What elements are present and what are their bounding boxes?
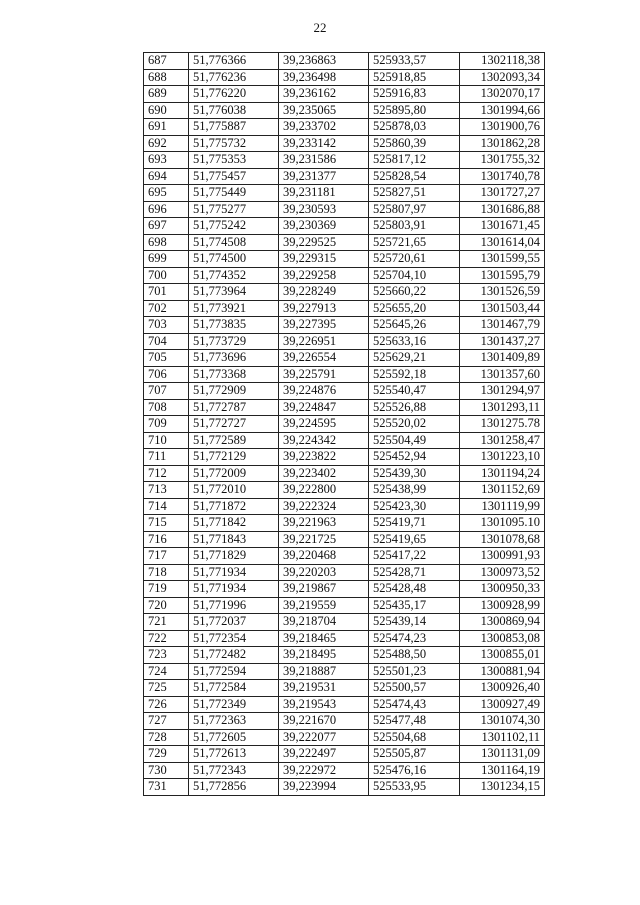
longitude-cell: 39,219867 bbox=[279, 581, 369, 598]
table-row bbox=[144, 432, 545, 449]
x-coordinate-cell: 525592,18 bbox=[369, 366, 460, 383]
y-coordinate-cell: 1301131,09 bbox=[460, 746, 545, 763]
latitude-cell: 51,772589 bbox=[189, 432, 279, 449]
longitude-cell: 39,235065 bbox=[279, 102, 369, 119]
y-coordinate-cell: 1301900,76 bbox=[460, 119, 545, 136]
y-coordinate-cell: 1300991,93 bbox=[460, 548, 545, 565]
point-number-cell: 725 bbox=[144, 680, 189, 697]
table-row bbox=[144, 647, 545, 664]
table-row bbox=[144, 102, 545, 119]
x-coordinate-cell: 525438,99 bbox=[369, 482, 460, 499]
latitude-cell: 51,772482 bbox=[189, 647, 279, 664]
x-coordinate-cell: 525419,65 bbox=[369, 531, 460, 548]
latitude-cell: 51,772037 bbox=[189, 614, 279, 631]
y-coordinate-cell: 1301119,99 bbox=[460, 498, 545, 515]
table-row bbox=[144, 69, 545, 86]
longitude-cell: 39,222077 bbox=[279, 729, 369, 746]
y-coordinate-cell: 1300927,49 bbox=[460, 696, 545, 713]
point-number-cell: 704 bbox=[144, 333, 189, 350]
latitude-cell: 51,772129 bbox=[189, 449, 279, 466]
point-number-cell: 722 bbox=[144, 630, 189, 647]
point-number-cell: 723 bbox=[144, 647, 189, 664]
longitude-cell: 39,224595 bbox=[279, 416, 369, 433]
table-row bbox=[144, 350, 545, 367]
x-coordinate-cell: 525655,20 bbox=[369, 300, 460, 317]
x-coordinate-cell: 525428,71 bbox=[369, 564, 460, 581]
table-row bbox=[144, 317, 545, 334]
point-number-cell: 692 bbox=[144, 135, 189, 152]
longitude-cell: 39,222497 bbox=[279, 746, 369, 763]
table-row bbox=[144, 581, 545, 598]
longitude-cell: 39,233142 bbox=[279, 135, 369, 152]
y-coordinate-cell: 1301258,47 bbox=[460, 432, 545, 449]
point-number-cell: 717 bbox=[144, 548, 189, 565]
x-coordinate-cell: 525520,02 bbox=[369, 416, 460, 433]
point-number-cell: 701 bbox=[144, 284, 189, 301]
table-row bbox=[144, 267, 545, 284]
point-number-cell: 720 bbox=[144, 597, 189, 614]
table-row bbox=[144, 465, 545, 482]
latitude-cell: 51,771934 bbox=[189, 581, 279, 598]
table-row bbox=[144, 779, 545, 796]
table-row bbox=[144, 284, 545, 301]
table-row bbox=[144, 218, 545, 235]
x-coordinate-cell: 525428,48 bbox=[369, 581, 460, 598]
point-number-cell: 716 bbox=[144, 531, 189, 548]
table-row bbox=[144, 185, 545, 202]
longitude-cell: 39,226951 bbox=[279, 333, 369, 350]
latitude-cell: 51,771829 bbox=[189, 548, 279, 565]
latitude-cell: 51,773835 bbox=[189, 317, 279, 334]
longitude-cell: 39,230369 bbox=[279, 218, 369, 235]
table-row bbox=[144, 383, 545, 400]
x-coordinate-cell: 525721,65 bbox=[369, 234, 460, 251]
longitude-cell: 39,223994 bbox=[279, 779, 369, 796]
longitude-cell: 39,227913 bbox=[279, 300, 369, 317]
point-number-cell: 689 bbox=[144, 86, 189, 103]
point-number-cell: 718 bbox=[144, 564, 189, 581]
longitude-cell: 39,227395 bbox=[279, 317, 369, 334]
latitude-cell: 51,776220 bbox=[189, 86, 279, 103]
y-coordinate-cell: 1300926,40 bbox=[460, 680, 545, 697]
x-coordinate-cell: 525477,48 bbox=[369, 713, 460, 730]
x-coordinate-cell: 525540,47 bbox=[369, 383, 460, 400]
latitude-cell: 51,772584 bbox=[189, 680, 279, 697]
table-row bbox=[144, 251, 545, 268]
point-number-cell: 708 bbox=[144, 399, 189, 416]
y-coordinate-cell: 1300973,52 bbox=[460, 564, 545, 581]
table-row bbox=[144, 729, 545, 746]
y-coordinate-cell: 1301095.10 bbox=[460, 515, 545, 532]
x-coordinate-cell: 525423,30 bbox=[369, 498, 460, 515]
latitude-cell: 51,771843 bbox=[189, 531, 279, 548]
latitude-cell: 51,772354 bbox=[189, 630, 279, 647]
point-number-cell: 699 bbox=[144, 251, 189, 268]
x-coordinate-cell: 525645,26 bbox=[369, 317, 460, 334]
y-coordinate-cell: 1301275.78 bbox=[460, 416, 545, 433]
point-number-cell: 695 bbox=[144, 185, 189, 202]
latitude-cell: 51,773921 bbox=[189, 300, 279, 317]
x-coordinate-cell: 525417,22 bbox=[369, 548, 460, 565]
table-row bbox=[144, 416, 545, 433]
point-number-cell: 724 bbox=[144, 663, 189, 680]
table-row bbox=[144, 713, 545, 730]
longitude-cell: 39,228249 bbox=[279, 284, 369, 301]
point-number-cell: 707 bbox=[144, 383, 189, 400]
latitude-cell: 51,775449 bbox=[189, 185, 279, 202]
table-row bbox=[144, 531, 545, 548]
y-coordinate-cell: 1301164,19 bbox=[460, 762, 545, 779]
y-coordinate-cell: 1300869,94 bbox=[460, 614, 545, 631]
x-coordinate-cell: 525933,57 bbox=[369, 53, 460, 70]
table-row bbox=[144, 564, 545, 581]
x-coordinate-cell: 525533,95 bbox=[369, 779, 460, 796]
point-number-cell: 709 bbox=[144, 416, 189, 433]
y-coordinate-cell: 1301503,44 bbox=[460, 300, 545, 317]
table-row bbox=[144, 696, 545, 713]
y-coordinate-cell: 1302070,17 bbox=[460, 86, 545, 103]
point-number-cell: 710 bbox=[144, 432, 189, 449]
y-coordinate-cell: 1301755,32 bbox=[460, 152, 545, 169]
table-row bbox=[144, 548, 545, 565]
latitude-cell: 51,772010 bbox=[189, 482, 279, 499]
y-coordinate-cell: 1300855,01 bbox=[460, 647, 545, 664]
longitude-cell: 39,226554 bbox=[279, 350, 369, 367]
point-number-cell: 728 bbox=[144, 729, 189, 746]
point-number-cell: 693 bbox=[144, 152, 189, 169]
table-row bbox=[144, 168, 545, 185]
x-coordinate-cell: 525817,12 bbox=[369, 152, 460, 169]
y-coordinate-cell: 1301614,04 bbox=[460, 234, 545, 251]
y-coordinate-cell: 1301595,79 bbox=[460, 267, 545, 284]
table-row bbox=[144, 86, 545, 103]
latitude-cell: 51,774352 bbox=[189, 267, 279, 284]
latitude-cell: 51,775242 bbox=[189, 218, 279, 235]
latitude-cell: 51,772343 bbox=[189, 762, 279, 779]
y-coordinate-cell: 1301293,11 bbox=[460, 399, 545, 416]
y-coordinate-cell: 1302093,34 bbox=[460, 69, 545, 86]
longitude-cell: 39,230593 bbox=[279, 201, 369, 218]
point-number-cell: 698 bbox=[144, 234, 189, 251]
longitude-cell: 39,222800 bbox=[279, 482, 369, 499]
y-coordinate-cell: 1300881,94 bbox=[460, 663, 545, 680]
latitude-cell: 51,772605 bbox=[189, 729, 279, 746]
table-row bbox=[144, 366, 545, 383]
longitude-cell: 39,223822 bbox=[279, 449, 369, 466]
longitude-cell: 39,231377 bbox=[279, 168, 369, 185]
x-coordinate-cell: 525660,22 bbox=[369, 284, 460, 301]
y-coordinate-cell: 1301234,15 bbox=[460, 779, 545, 796]
latitude-cell: 51,771934 bbox=[189, 564, 279, 581]
table-row bbox=[144, 663, 545, 680]
y-coordinate-cell: 1301599,55 bbox=[460, 251, 545, 268]
y-coordinate-cell: 1300928,99 bbox=[460, 597, 545, 614]
coordinates-table bbox=[143, 52, 545, 796]
table-row bbox=[144, 119, 545, 136]
x-coordinate-cell: 525476,16 bbox=[369, 762, 460, 779]
y-coordinate-cell: 1301102,11 bbox=[460, 729, 545, 746]
x-coordinate-cell: 525501,23 bbox=[369, 663, 460, 680]
longitude-cell: 39,220468 bbox=[279, 548, 369, 565]
y-coordinate-cell: 1301294,97 bbox=[460, 383, 545, 400]
x-coordinate-cell: 525720,61 bbox=[369, 251, 460, 268]
x-coordinate-cell: 525828,54 bbox=[369, 168, 460, 185]
latitude-cell: 51,771996 bbox=[189, 597, 279, 614]
latitude-cell: 51,775353 bbox=[189, 152, 279, 169]
longitude-cell: 39,229258 bbox=[279, 267, 369, 284]
latitude-cell: 51,772349 bbox=[189, 696, 279, 713]
point-number-cell: 719 bbox=[144, 581, 189, 598]
latitude-cell: 51,772594 bbox=[189, 663, 279, 680]
point-number-cell: 697 bbox=[144, 218, 189, 235]
latitude-cell: 51,771872 bbox=[189, 498, 279, 515]
longitude-cell: 39,229315 bbox=[279, 251, 369, 268]
latitude-cell: 51,773729 bbox=[189, 333, 279, 350]
x-coordinate-cell: 525504,49 bbox=[369, 432, 460, 449]
y-coordinate-cell: 1301152,69 bbox=[460, 482, 545, 499]
point-number-cell: 691 bbox=[144, 119, 189, 136]
latitude-cell: 51,776038 bbox=[189, 102, 279, 119]
y-coordinate-cell: 1301357,60 bbox=[460, 366, 545, 383]
table-row bbox=[144, 201, 545, 218]
longitude-cell: 39,225791 bbox=[279, 366, 369, 383]
latitude-cell: 51,774508 bbox=[189, 234, 279, 251]
x-coordinate-cell: 525916,83 bbox=[369, 86, 460, 103]
x-coordinate-cell: 525895,80 bbox=[369, 102, 460, 119]
table-row bbox=[144, 762, 545, 779]
x-coordinate-cell: 525488,50 bbox=[369, 647, 460, 664]
point-number-cell: 694 bbox=[144, 168, 189, 185]
x-coordinate-cell: 525452,94 bbox=[369, 449, 460, 466]
latitude-cell: 51,772613 bbox=[189, 746, 279, 763]
latitude-cell: 51,776236 bbox=[189, 69, 279, 86]
y-coordinate-cell: 1301671,45 bbox=[460, 218, 545, 235]
point-number-cell: 703 bbox=[144, 317, 189, 334]
point-number-cell: 714 bbox=[144, 498, 189, 515]
x-coordinate-cell: 525439,14 bbox=[369, 614, 460, 631]
table-row bbox=[144, 597, 545, 614]
longitude-cell: 39,220203 bbox=[279, 564, 369, 581]
latitude-cell: 51,773696 bbox=[189, 350, 279, 367]
table-row bbox=[144, 482, 545, 499]
y-coordinate-cell: 1301074,30 bbox=[460, 713, 545, 730]
latitude-cell: 51,772856 bbox=[189, 779, 279, 796]
point-number-cell: 715 bbox=[144, 515, 189, 532]
page-number: 22 bbox=[313, 20, 327, 35]
longitude-cell: 39,218704 bbox=[279, 614, 369, 631]
longitude-cell: 39,224876 bbox=[279, 383, 369, 400]
latitude-cell: 51,776366 bbox=[189, 53, 279, 70]
x-coordinate-cell: 525633,16 bbox=[369, 333, 460, 350]
latitude-cell: 51,772909 bbox=[189, 383, 279, 400]
y-coordinate-cell: 1301994,66 bbox=[460, 102, 545, 119]
y-coordinate-cell: 1301194,24 bbox=[460, 465, 545, 482]
latitude-cell: 51,775887 bbox=[189, 119, 279, 136]
x-coordinate-cell: 525419,71 bbox=[369, 515, 460, 532]
table-row bbox=[144, 680, 545, 697]
y-coordinate-cell: 1300853,08 bbox=[460, 630, 545, 647]
y-coordinate-cell: 1301409,89 bbox=[460, 350, 545, 367]
y-coordinate-cell: 1301223,10 bbox=[460, 449, 545, 466]
longitude-cell: 39,221725 bbox=[279, 531, 369, 548]
y-coordinate-cell: 1301437,27 bbox=[460, 333, 545, 350]
x-coordinate-cell: 525435,17 bbox=[369, 597, 460, 614]
x-coordinate-cell: 525504,68 bbox=[369, 729, 460, 746]
x-coordinate-cell: 525505,87 bbox=[369, 746, 460, 763]
latitude-cell: 51,773964 bbox=[189, 284, 279, 301]
y-coordinate-cell: 1301526,59 bbox=[460, 284, 545, 301]
longitude-cell: 39,221670 bbox=[279, 713, 369, 730]
longitude-cell: 39,231181 bbox=[279, 185, 369, 202]
latitude-cell: 51,774500 bbox=[189, 251, 279, 268]
latitude-cell: 51,775457 bbox=[189, 168, 279, 185]
x-coordinate-cell: 525803,91 bbox=[369, 218, 460, 235]
point-number-cell: 705 bbox=[144, 350, 189, 367]
x-coordinate-cell: 525807,97 bbox=[369, 201, 460, 218]
point-number-cell: 721 bbox=[144, 614, 189, 631]
y-coordinate-cell: 1301862,28 bbox=[460, 135, 545, 152]
table-row bbox=[144, 746, 545, 763]
x-coordinate-cell: 525704,10 bbox=[369, 267, 460, 284]
y-coordinate-cell: 1300950,33 bbox=[460, 581, 545, 598]
latitude-cell: 51,772727 bbox=[189, 416, 279, 433]
table-row bbox=[144, 449, 545, 466]
longitude-cell: 39,229525 bbox=[279, 234, 369, 251]
x-coordinate-cell: 525918,85 bbox=[369, 69, 460, 86]
table-row bbox=[144, 498, 545, 515]
coordinates-table-body bbox=[144, 53, 545, 796]
point-number-cell: 711 bbox=[144, 449, 189, 466]
y-coordinate-cell: 1302118,38 bbox=[460, 53, 545, 70]
y-coordinate-cell: 1301467,79 bbox=[460, 317, 545, 334]
point-number-cell: 712 bbox=[144, 465, 189, 482]
point-number-cell: 706 bbox=[144, 366, 189, 383]
longitude-cell: 39,218465 bbox=[279, 630, 369, 647]
point-number-cell: 730 bbox=[144, 762, 189, 779]
longitude-cell: 39,236162 bbox=[279, 86, 369, 103]
longitude-cell: 39,222972 bbox=[279, 762, 369, 779]
longitude-cell: 39,219559 bbox=[279, 597, 369, 614]
longitude-cell: 39,236498 bbox=[279, 69, 369, 86]
longitude-cell: 39,219531 bbox=[279, 680, 369, 697]
x-coordinate-cell: 525526,88 bbox=[369, 399, 460, 416]
point-number-cell: 726 bbox=[144, 696, 189, 713]
table-row bbox=[144, 152, 545, 169]
longitude-cell: 39,218495 bbox=[279, 647, 369, 664]
point-number-cell: 700 bbox=[144, 267, 189, 284]
table-row bbox=[144, 333, 545, 350]
point-number-cell: 690 bbox=[144, 102, 189, 119]
longitude-cell: 39,231586 bbox=[279, 152, 369, 169]
x-coordinate-cell: 525860,39 bbox=[369, 135, 460, 152]
longitude-cell: 39,222324 bbox=[279, 498, 369, 515]
point-number-cell: 688 bbox=[144, 69, 189, 86]
longitude-cell: 39,236863 bbox=[279, 53, 369, 70]
x-coordinate-cell: 525439,30 bbox=[369, 465, 460, 482]
longitude-cell: 39,221963 bbox=[279, 515, 369, 532]
longitude-cell: 39,219543 bbox=[279, 696, 369, 713]
y-coordinate-cell: 1301740,78 bbox=[460, 168, 545, 185]
latitude-cell: 51,771842 bbox=[189, 515, 279, 532]
latitude-cell: 51,772363 bbox=[189, 713, 279, 730]
longitude-cell: 39,224847 bbox=[279, 399, 369, 416]
latitude-cell: 51,772009 bbox=[189, 465, 279, 482]
y-coordinate-cell: 1301078,68 bbox=[460, 531, 545, 548]
longitude-cell: 39,233702 bbox=[279, 119, 369, 136]
point-number-cell: 727 bbox=[144, 713, 189, 730]
latitude-cell: 51,775732 bbox=[189, 135, 279, 152]
longitude-cell: 39,224342 bbox=[279, 432, 369, 449]
x-coordinate-cell: 525474,43 bbox=[369, 696, 460, 713]
point-number-cell: 731 bbox=[144, 779, 189, 796]
table-row bbox=[144, 135, 545, 152]
x-coordinate-cell: 525629,21 bbox=[369, 350, 460, 367]
point-number-cell: 687 bbox=[144, 53, 189, 70]
table-row bbox=[144, 515, 545, 532]
latitude-cell: 51,772787 bbox=[189, 399, 279, 416]
y-coordinate-cell: 1301686,88 bbox=[460, 201, 545, 218]
point-number-cell: 702 bbox=[144, 300, 189, 317]
x-coordinate-cell: 525500,57 bbox=[369, 680, 460, 697]
x-coordinate-cell: 525474,23 bbox=[369, 630, 460, 647]
x-coordinate-cell: 525878,03 bbox=[369, 119, 460, 136]
point-number-cell: 713 bbox=[144, 482, 189, 499]
table-row bbox=[144, 53, 545, 70]
point-number-cell: 696 bbox=[144, 201, 189, 218]
latitude-cell: 51,773368 bbox=[189, 366, 279, 383]
table-row bbox=[144, 399, 545, 416]
point-number-cell: 729 bbox=[144, 746, 189, 763]
table-row bbox=[144, 234, 545, 251]
latitude-cell: 51,775277 bbox=[189, 201, 279, 218]
y-coordinate-cell: 1301727,27 bbox=[460, 185, 545, 202]
longitude-cell: 39,218887 bbox=[279, 663, 369, 680]
longitude-cell: 39,223402 bbox=[279, 465, 369, 482]
x-coordinate-cell: 525827,51 bbox=[369, 185, 460, 202]
table-row bbox=[144, 614, 545, 631]
table-row bbox=[144, 300, 545, 317]
table-row bbox=[144, 630, 545, 647]
